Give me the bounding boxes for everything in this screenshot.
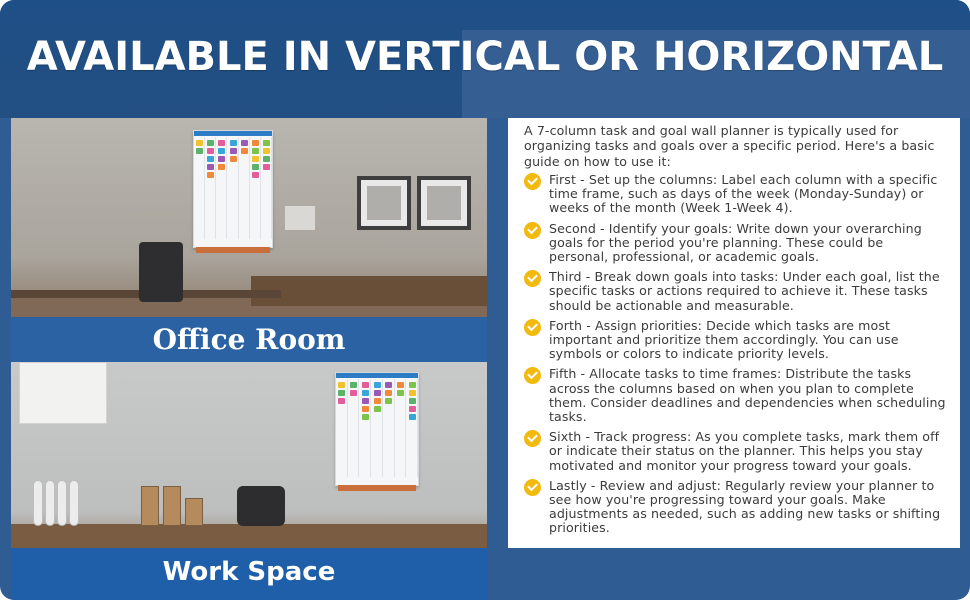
check-circle-icon <box>524 479 541 496</box>
sticky-note <box>397 382 404 388</box>
sticky-note <box>252 148 259 154</box>
sticky-note <box>252 172 259 178</box>
sticky-note <box>230 148 237 154</box>
wall-picture <box>357 176 411 230</box>
intro-text: A 7-column task and goal wall planner is typically used for organizing tasks and goals over a specific period. Here's a basic guide on how to use it: <box>524 123 935 169</box>
step-item <box>524 430 946 473</box>
sticky-note <box>252 140 259 146</box>
office-room-caption: Office Room <box>11 317 487 362</box>
sticky-note <box>397 390 404 396</box>
sticky-note <box>385 398 392 404</box>
planner-header <box>194 131 272 136</box>
sticky-note <box>230 140 237 146</box>
sticky-note <box>241 140 248 146</box>
marker-tray <box>338 485 416 491</box>
check-circle-icon <box>524 173 541 190</box>
sticky-note <box>362 382 369 388</box>
step-text: Forth - Assign priorities: Decide which tasks are most important and prioritize them accordingly. You can use symbols or colors to indicate priority levels. <box>549 317 899 362</box>
sticky-note <box>230 156 237 162</box>
step-text: Sixth - Track progress: As you complete tasks, mark them off or indicate their status on the planner. This helps you stay motivated and monitor your progress toward your goals. <box>549 429 940 473</box>
step-item <box>524 319 946 362</box>
plate <box>69 480 79 526</box>
check-circle-icon <box>524 222 541 239</box>
sticky-note <box>207 172 214 178</box>
sticky-note <box>207 148 214 154</box>
sticky-note <box>385 382 392 388</box>
step-text: Third - Break down goals into tasks: Under each goal, list the specific tasks or actions required to achieve it. These tasks should be actionable and measurable. <box>549 269 940 313</box>
sticky-note <box>196 148 203 154</box>
sticky-note <box>263 156 270 162</box>
office-chair <box>139 242 183 302</box>
step-item <box>524 367 946 424</box>
sticky-note <box>338 390 345 396</box>
office-room-photo <box>11 118 487 317</box>
step-item <box>524 479 946 536</box>
sticky-note <box>374 398 381 404</box>
sideboard-cabinet <box>251 276 487 306</box>
sticky-note <box>241 148 248 154</box>
wall-planner-workspace <box>335 372 419 486</box>
spice-jar <box>185 498 203 526</box>
sticky-note <box>374 406 381 412</box>
table-lamp <box>285 206 315 230</box>
sticky-note <box>374 390 381 396</box>
wall-panel <box>19 362 107 424</box>
sticky-note <box>218 140 225 146</box>
sticky-note <box>362 414 369 420</box>
sticky-note <box>218 156 225 162</box>
sticky-note <box>263 164 270 170</box>
wall-planner-office <box>193 130 273 248</box>
planner-header <box>336 373 418 378</box>
work-space-caption: Work Space <box>11 548 487 600</box>
sticky-note <box>409 406 416 412</box>
sticky-note <box>263 148 270 154</box>
sticky-note <box>338 382 345 388</box>
step-text: First - Set up the columns: Label each column with a specific time frame, such as days of the week (Monday-Sunday) or weeks of the month (Week 1-Week 4). <box>549 171 938 216</box>
plate <box>57 480 67 526</box>
sticky-note <box>207 140 214 146</box>
sticky-note <box>362 398 369 404</box>
marker-tray <box>196 247 270 253</box>
step-text: Lastly - Review and adjust: Regularly review your planner to see how you're progressing toward your goals. Make adjustments as needed, such as adding new tasks or shifting priorities. <box>549 477 941 536</box>
check-circle-icon <box>524 270 541 287</box>
rice-cooker <box>237 486 285 526</box>
sticky-note <box>409 390 416 396</box>
check-circle-icon <box>524 319 541 336</box>
plate <box>33 480 43 526</box>
check-circle-icon <box>524 367 541 384</box>
sticky-note <box>218 164 225 170</box>
page-title: AVAILABLE IN VERTICAL OR HORIZONTAL <box>26 34 944 80</box>
check-circle-icon <box>524 430 541 447</box>
sticky-note <box>409 414 416 420</box>
sticky-note <box>252 156 259 162</box>
sticky-note <box>263 140 270 146</box>
sticky-note <box>350 390 357 396</box>
sticky-note <box>362 390 369 396</box>
plate <box>45 480 55 526</box>
sticky-note <box>207 164 214 170</box>
sticky-note <box>362 406 369 412</box>
step-item <box>524 222 946 265</box>
spice-jar <box>141 486 159 526</box>
sticky-note <box>350 382 357 388</box>
kitchen-counter <box>11 524 487 548</box>
work-space-photo <box>11 362 487 548</box>
step-item <box>524 173 946 216</box>
sticky-note <box>338 398 345 404</box>
sticky-note <box>374 382 381 388</box>
sticky-note <box>409 382 416 388</box>
step-text: Second - Identify your goals: Write down your overarching goals for the period you're planning. These could be personal, professional, or academic goals. <box>549 220 922 264</box>
sticky-note <box>196 140 203 146</box>
sticky-note <box>385 390 392 396</box>
spice-jar <box>163 486 181 526</box>
sticky-note <box>409 398 416 404</box>
sticky-note <box>218 148 225 154</box>
step-item <box>524 270 946 313</box>
wall-picture <box>417 176 471 230</box>
sticky-note <box>207 156 214 162</box>
step-text: Fifth - Allocate tasks to time frames: Distribute the tasks across the columns based on when you plan to complete them. Consider deadlines and dependencies when scheduling tasks. <box>549 366 946 424</box>
instructions-panel <box>508 118 960 548</box>
sticky-note <box>252 164 259 170</box>
